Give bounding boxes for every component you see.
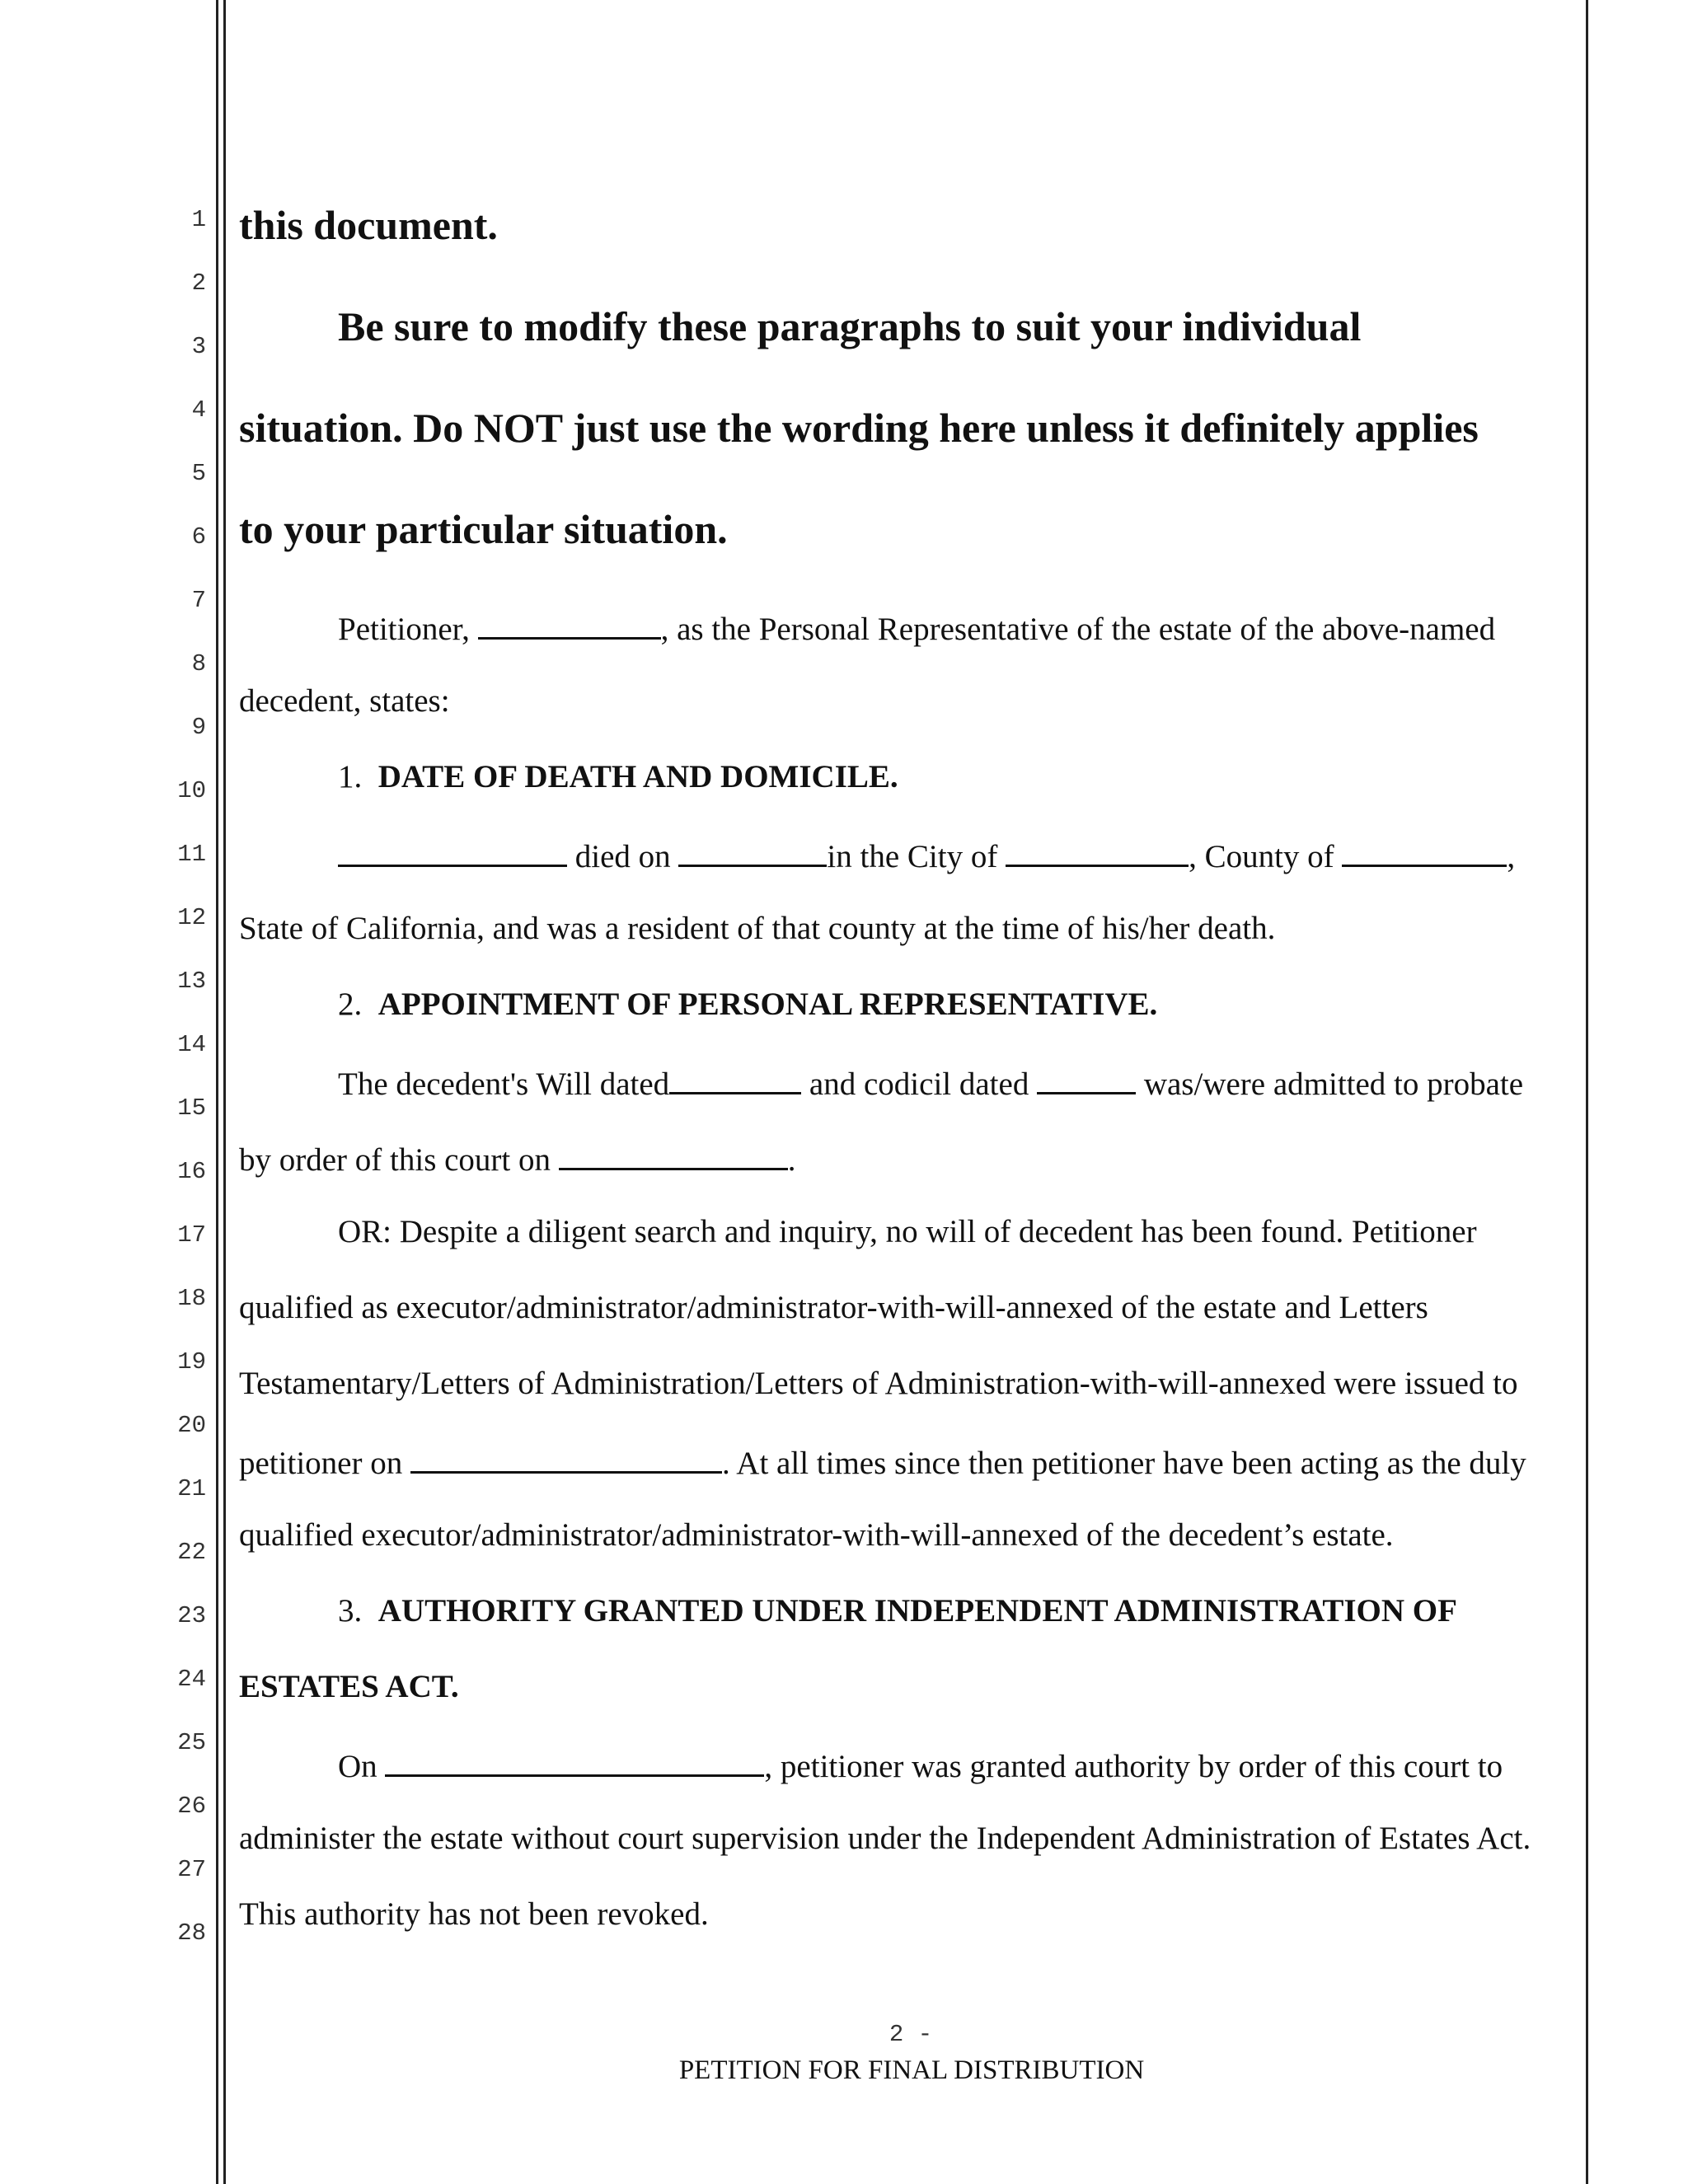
letters-line: Testamentary/Letters of Administration/Letters of Administration-with-will-annexed were issued to: [239, 1366, 1518, 1401]
county-of-text: , County of: [1189, 839, 1343, 874]
line-number: 25: [177, 1729, 206, 1756]
died-on-text: died on: [567, 839, 679, 874]
will-date-blank[interactable]: [669, 1064, 801, 1094]
qualified-as-line: qualified as executor/administrator/administrator-with-will-annexed of the estate and Letters: [239, 1290, 1428, 1325]
line-number: 27: [177, 1856, 206, 1883]
petitioner-on-line: [239, 1443, 1526, 1479]
instruction-line-4: to your particular situation.: [239, 506, 728, 552]
line-number: 17: [177, 1221, 206, 1249]
death-details-line: [338, 837, 1515, 873]
page-number: 2 -: [889, 2021, 933, 2048]
footer-document-title: PETITION FOR FINAL DISTRIBUTION: [678, 2055, 1145, 2085]
authority-granted-line: [338, 1746, 1503, 1783]
or-no-will-line: OR: Despite a diligent search and inquiry, no will of decedent has been found. Petitioner: [338, 1214, 1477, 1249]
petitioner-name-blank[interactable]: [478, 609, 661, 640]
city-blank[interactable]: [1006, 837, 1189, 867]
qualified-final-line: qualified executor/administrator/administrator-with-will-annexed of the decedent’s estate.: [239, 1517, 1394, 1553]
line-number: 15: [177, 1094, 206, 1122]
decedent-states: decedent, states:: [239, 683, 450, 719]
line-number: 14: [177, 1031, 206, 1058]
line-number: 24: [177, 1666, 206, 1693]
line-number: 2: [191, 269, 206, 297]
line-number: 21: [177, 1475, 206, 1502]
line-numbers: [148, 0, 206, 2184]
line-number: 6: [191, 523, 206, 551]
line-number: 5: [191, 460, 206, 487]
section-2-heading: [338, 988, 1157, 1020]
section-3-number: 3.: [338, 1593, 363, 1629]
authority-date-blank[interactable]: [385, 1746, 764, 1777]
line-number: 9: [191, 714, 206, 741]
admitted-text: was/were admitted to probate: [1136, 1066, 1524, 1102]
residence-line: State of California, and was a resident of that county at the time of his/her death.: [239, 911, 1276, 946]
not-revoked-line: This authority has not been revoked.: [239, 1896, 709, 1932]
line-number: 8: [191, 650, 206, 677]
instruction-line-3: situation. Do NOT just use the wording here unless it definitely applies: [239, 405, 1479, 451]
right-margin-rule: [1586, 0, 1588, 2184]
section-3-heading: [338, 1595, 1457, 1627]
line-number: 3: [191, 333, 206, 360]
line-number: 16: [177, 1158, 206, 1185]
line-number: 13: [177, 968, 206, 995]
instruction-line-1: this document.: [239, 202, 498, 248]
petitioner-on-text: petitioner on: [239, 1446, 410, 1481]
line-number: 1: [191, 206, 206, 233]
section-2-title: APPOINTMENT OF PERSONAL REPRESENTATIVE.: [377, 987, 1158, 1022]
petitioner-rest: , as the Personal Representative of the estate of the above-named: [660, 612, 1496, 647]
acting-text: . At all times since then petitioner have been acting as the duly: [721, 1446, 1526, 1481]
line-number: 18: [177, 1285, 206, 1312]
will-dated-line: [338, 1064, 1523, 1100]
line-number: 23: [177, 1602, 206, 1629]
granted-text: , petitioner was granted authority by order of this court to: [764, 1749, 1503, 1784]
comma-text: ,: [1507, 839, 1516, 874]
line-number: 12: [177, 904, 206, 931]
on-text: On: [338, 1749, 386, 1784]
date-of-death-blank[interactable]: [678, 837, 827, 867]
codicil-dated-text: and codicil dated: [801, 1066, 1038, 1102]
line-number: 20: [177, 1412, 206, 1439]
line-number: 19: [177, 1348, 206, 1376]
instruction-line-2: Be sure to modify these paragraphs to suit your individual: [338, 303, 1362, 349]
will-dated-text: The decedent's Will dated: [338, 1066, 670, 1102]
order-date-blank[interactable]: [559, 1140, 788, 1170]
section-3-title: AUTHORITY GRANTED UNDER INDEPENDENT ADMINISTRATION OF: [377, 1593, 1457, 1629]
codicil-date-blank[interactable]: [1037, 1064, 1136, 1094]
line-number: 7: [191, 587, 206, 614]
line-number: 11: [177, 841, 206, 868]
period-text: .: [787, 1142, 796, 1178]
petitioner-line: [338, 609, 1495, 645]
line-number: 4: [191, 396, 206, 424]
line-number: 10: [177, 777, 206, 804]
administer-line: administer the estate without court supervision under the Independent Administration of Estates Act.: [239, 1821, 1531, 1856]
by-order-line: [239, 1140, 796, 1176]
section-1-title: DATE OF DEATH AND DOMICILE.: [377, 759, 898, 794]
letters-issued-date-blank[interactable]: [410, 1443, 722, 1474]
section-2-number: 2.: [338, 987, 363, 1022]
left-margin-rule-outer: [216, 0, 218, 2184]
line-number: 22: [177, 1539, 206, 1566]
section-3-title-continued: ESTATES ACT.: [239, 1669, 459, 1704]
county-blank[interactable]: [1342, 837, 1507, 867]
line-number: 28: [177, 1919, 206, 1947]
line-number: 26: [177, 1793, 206, 1820]
left-margin-rule-inner: [223, 0, 226, 2184]
in-city-text: in the City of: [827, 839, 1006, 874]
section-1-number: 1.: [338, 759, 363, 794]
decedent-name-blank[interactable]: [338, 837, 567, 867]
by-order-text: by order of this court on: [239, 1142, 559, 1178]
section-1-heading: [338, 761, 898, 793]
petitioner-label: Petitioner,: [338, 612, 470, 647]
